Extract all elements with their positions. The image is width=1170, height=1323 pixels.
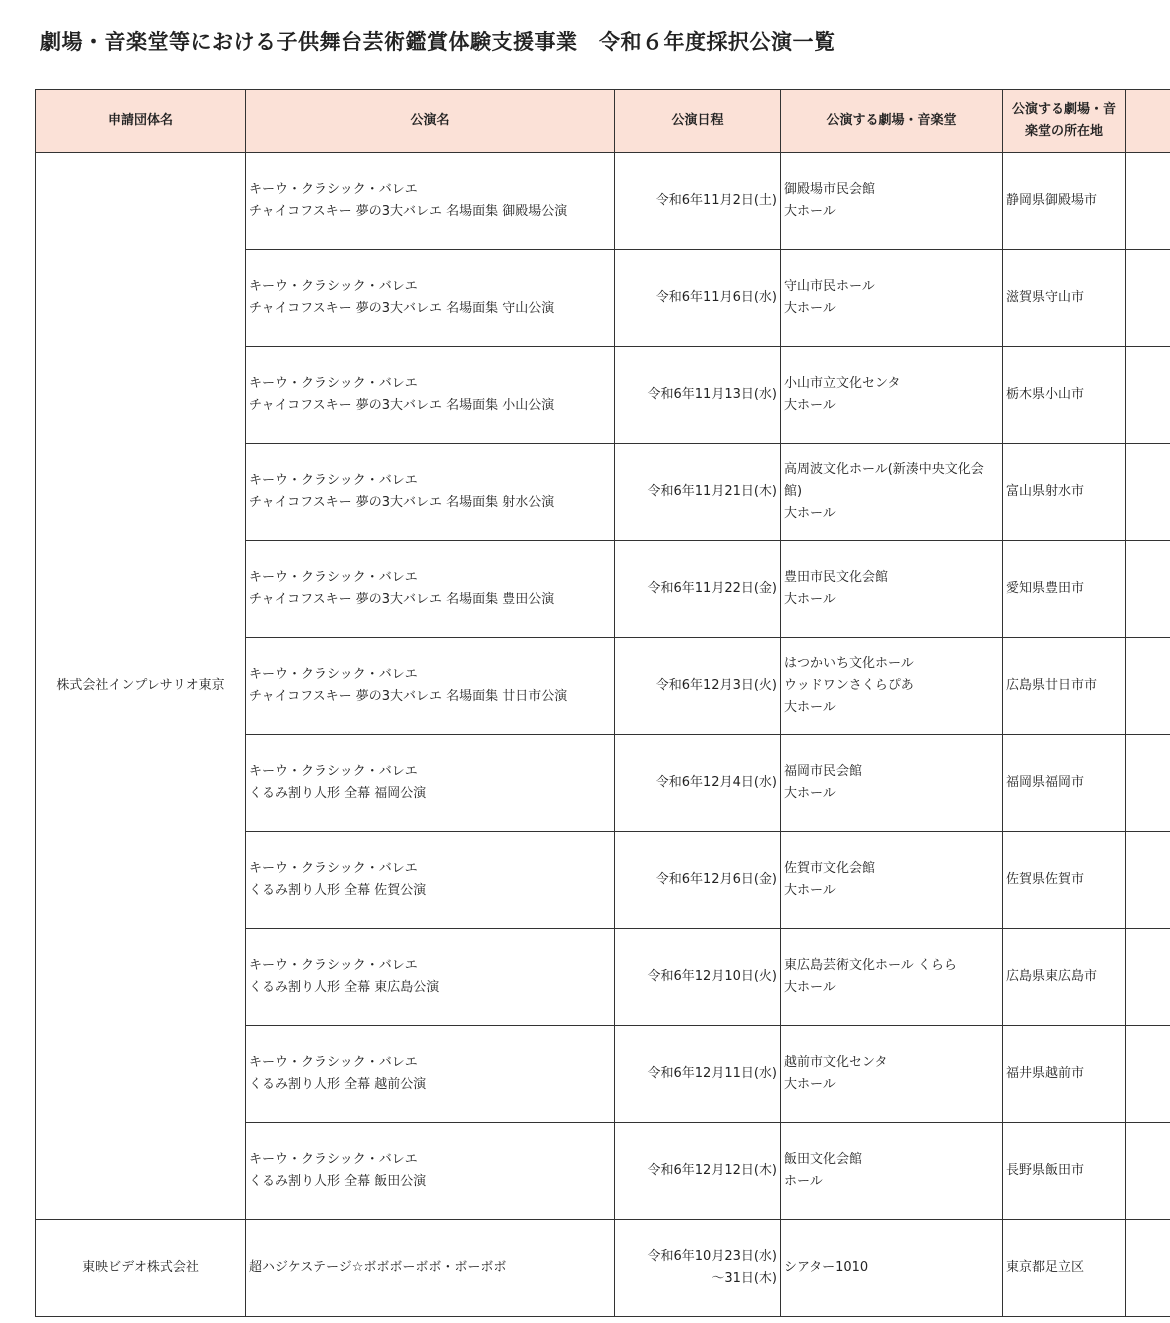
- header-venue: 公演する劇場・音楽堂: [781, 90, 1003, 153]
- cell-title-line: キーウ・クラシック・バレエ: [249, 182, 418, 197]
- cell-venue-line: 守山市民ホール: [784, 279, 875, 294]
- performance-table: [35, 89, 1170, 1317]
- cell-title: [246, 541, 615, 638]
- cell-venue: [781, 735, 1003, 832]
- cell-venue-line: 飯田文化会館: [784, 1152, 863, 1167]
- cell-location: 愛知県豊田市: [1003, 541, 1126, 638]
- cell-title: [246, 832, 615, 929]
- cell-title-line: チャイコフスキー 夢の3大バレエ 名場面集 豊田公演: [249, 592, 555, 607]
- cell-venue-line: 福岡市民会館: [784, 764, 863, 779]
- cell-venue: [781, 929, 1003, 1026]
- cell-location: 富山県射水市: [1003, 444, 1126, 541]
- cell-date: [615, 153, 781, 250]
- cell-venue: [781, 541, 1003, 638]
- cell-date: [615, 735, 781, 832]
- cell-venue: [781, 638, 1003, 735]
- cell-date-line: 令和6年11月6日(水): [655, 290, 777, 305]
- cell-extra: [1126, 153, 1170, 250]
- cell-title: [246, 153, 615, 250]
- cell-date: [615, 250, 781, 347]
- cell-title-line: キーウ・クラシック・バレエ: [249, 1055, 418, 1070]
- cell-title-line: くるみ割り人形 全幕 越前公演: [249, 1077, 427, 1092]
- cell-date-line: 令和6年11月21日(木): [647, 484, 777, 499]
- cell-venue-line: 大ホール: [784, 398, 836, 413]
- table-row: [36, 153, 1170, 250]
- cell-date-line: ～31日(木): [711, 1271, 777, 1286]
- cell-extra: [1126, 1123, 1170, 1220]
- cell-title: [246, 1123, 615, 1220]
- cell-date: [615, 638, 781, 735]
- cell-venue-line: 大ホール: [784, 786, 836, 801]
- cell-extra: [1126, 250, 1170, 347]
- header-location-line: 公演する劇場・音: [1011, 102, 1116, 117]
- cell-title-line: キーウ・クラシック・バレエ: [249, 279, 418, 294]
- cell-title-line: チャイコフスキー 夢の3大バレエ 名場面集 御殿場公演: [249, 204, 568, 219]
- cell-venue-line: 大ホール: [784, 506, 836, 521]
- cell-title: [246, 929, 615, 1026]
- cell-venue: [781, 250, 1003, 347]
- cell-venue-line: 高周波文化ホール(新湊中央文化会: [784, 462, 984, 477]
- cell-location: 栃木県小山市: [1003, 347, 1126, 444]
- cell-title-line: キーウ・クラシック・バレエ: [249, 376, 418, 391]
- cell-venue: [781, 832, 1003, 929]
- cell-title-line: キーウ・クラシック・バレエ: [249, 570, 418, 585]
- cell-date: [615, 444, 781, 541]
- cell-extra: [1126, 541, 1170, 638]
- header-date: 公演日程: [615, 90, 781, 153]
- cell-venue: [781, 1220, 1003, 1317]
- cell-title: [246, 1026, 615, 1123]
- cell-venue-line: シアター1010: [784, 1260, 869, 1275]
- cell-venue-line: ウッドワンさくらぴあ: [784, 678, 914, 693]
- cell-extra: [1126, 1220, 1170, 1317]
- cell-date-line: 令和6年12月6日(金): [655, 872, 777, 887]
- cell-venue-line: 越前市文化センタ: [784, 1055, 888, 1070]
- cell-venue-line: 大ホール: [784, 883, 836, 898]
- table-row: [36, 1220, 1170, 1317]
- cell-title: [246, 735, 615, 832]
- cell-date-line: 令和6年12月4日(水): [655, 775, 777, 790]
- cell-title-line: 超ハジケステージ☆ボボボーボボ・ボーボボ: [249, 1260, 507, 1275]
- cell-title-line: チャイコフスキー 夢の3大バレエ 名場面集 射水公演: [249, 495, 555, 510]
- cell-extra: [1126, 638, 1170, 735]
- cell-title: [246, 250, 615, 347]
- cell-title: [246, 444, 615, 541]
- cell-date-line: 令和6年11月2日(土): [655, 193, 777, 208]
- cell-title-line: チャイコフスキー 夢の3大バレエ 名場面集 廿日市公演: [249, 689, 568, 704]
- cell-title: [246, 1220, 615, 1317]
- cell-title-line: キーウ・クラシック・バレエ: [249, 473, 418, 488]
- cell-location: 東京都足立区: [1003, 1220, 1126, 1317]
- cell-venue-line: 小山市立文化センタ: [784, 376, 901, 391]
- cell-date-line: 令和6年10月23日(水): [647, 1249, 777, 1264]
- cell-org: 東映ビデオ株式会社: [36, 1220, 246, 1317]
- cell-title-line: くるみ割り人形 全幕 飯田公演: [249, 1174, 427, 1189]
- cell-venue-line: 大ホール: [784, 980, 836, 995]
- cell-venue: [781, 444, 1003, 541]
- cell-org: 株式会社インプレサリオ東京: [36, 153, 246, 1220]
- cell-venue-line: 大ホール: [784, 1077, 836, 1092]
- cell-venue-line: 豊田市民文化会館: [784, 570, 889, 585]
- cell-venue-line: 館): [784, 484, 803, 499]
- cell-venue-line: ホール: [784, 1174, 823, 1189]
- cell-venue: [781, 1123, 1003, 1220]
- cell-venue-line: はつかいち文化ホール: [784, 656, 914, 671]
- cell-title-line: チャイコフスキー 夢の3大バレエ 名場面集 守山公演: [249, 301, 555, 316]
- cell-location: 長野県飯田市: [1003, 1123, 1126, 1220]
- table-header-row: [36, 90, 1170, 153]
- cell-location: 佐賀県佐賀市: [1003, 832, 1126, 929]
- cell-date: [615, 541, 781, 638]
- cell-date: [615, 347, 781, 444]
- cell-title: [246, 638, 615, 735]
- cell-extra: [1126, 1026, 1170, 1123]
- cell-title-line: くるみ割り人形 全幕 東広島公演: [249, 980, 440, 995]
- cell-title-line: キーウ・クラシック・バレエ: [249, 667, 418, 682]
- cell-venue-line: 東広島芸術文化ホール くらら: [784, 958, 957, 973]
- cell-date-line: 令和6年11月13日(水): [647, 387, 777, 402]
- header-org: 申請団体名: [36, 90, 246, 153]
- cell-date-line: 令和6年11月22日(金): [647, 581, 777, 596]
- cell-extra: [1126, 347, 1170, 444]
- cell-title-line: キーウ・クラシック・バレエ: [249, 1152, 418, 1167]
- cell-venue-line: 大ホール: [784, 700, 836, 715]
- cell-location: 静岡県御殿場市: [1003, 153, 1126, 250]
- cell-title-line: キーウ・クラシック・バレエ: [249, 764, 418, 779]
- table-container: [35, 89, 1170, 1317]
- header-location: [1003, 90, 1126, 153]
- cell-location: 福岡県福岡市: [1003, 735, 1126, 832]
- cell-venue-line: 佐賀市文化会館: [784, 861, 876, 876]
- cell-title-line: チャイコフスキー 夢の3大バレエ 名場面集 小山公演: [249, 398, 555, 413]
- cell-extra: [1126, 832, 1170, 929]
- cell-date-line: 令和6年12月11日(水): [647, 1066, 777, 1081]
- header-location-line: 楽堂の所在地: [1024, 124, 1103, 139]
- cell-date-line: 令和6年12月12日(木): [647, 1163, 777, 1178]
- cell-venue-line: 大ホール: [784, 592, 836, 607]
- cell-date: [615, 832, 781, 929]
- cell-location: 広島県廿日市市: [1003, 638, 1126, 735]
- cell-date-line: 令和6年12月3日(火): [655, 678, 777, 693]
- cell-extra: [1126, 444, 1170, 541]
- page-title: 劇場・音楽堂等における子供舞台芸術鑑賞体験支援事業 令和６年度採択公演一覧: [40, 30, 836, 54]
- cell-title: [246, 347, 615, 444]
- cell-venue: [781, 153, 1003, 250]
- cell-title-line: くるみ割り人形 全幕 福岡公演: [249, 786, 427, 801]
- header-title: 公演名: [246, 90, 615, 153]
- cell-title-line: キーウ・クラシック・バレエ: [249, 958, 418, 973]
- cell-date: [615, 1026, 781, 1123]
- cell-venue-line: 大ホール: [784, 301, 836, 316]
- cell-date: [615, 1123, 781, 1220]
- cell-location: 福井県越前市: [1003, 1026, 1126, 1123]
- cell-title-line: キーウ・クラシック・バレエ: [249, 861, 418, 876]
- cell-date: [615, 1220, 781, 1317]
- cell-date-line: 令和6年12月10日(火): [647, 969, 777, 984]
- cell-location: 滋賀県守山市: [1003, 250, 1126, 347]
- cell-venue-line: 大ホール: [784, 204, 836, 219]
- cell-title-line: くるみ割り人形 全幕 佐賀公演: [249, 883, 427, 898]
- cell-extra: [1126, 735, 1170, 832]
- cell-venue: [781, 347, 1003, 444]
- table-body: [36, 153, 1170, 1317]
- cell-venue-line: 御殿場市民会館: [784, 182, 876, 197]
- cell-date: [615, 929, 781, 1026]
- cell-extra: [1126, 929, 1170, 1026]
- header-extra: [1126, 90, 1170, 153]
- cell-venue: [781, 1026, 1003, 1123]
- cell-location: 広島県東広島市: [1003, 929, 1126, 1026]
